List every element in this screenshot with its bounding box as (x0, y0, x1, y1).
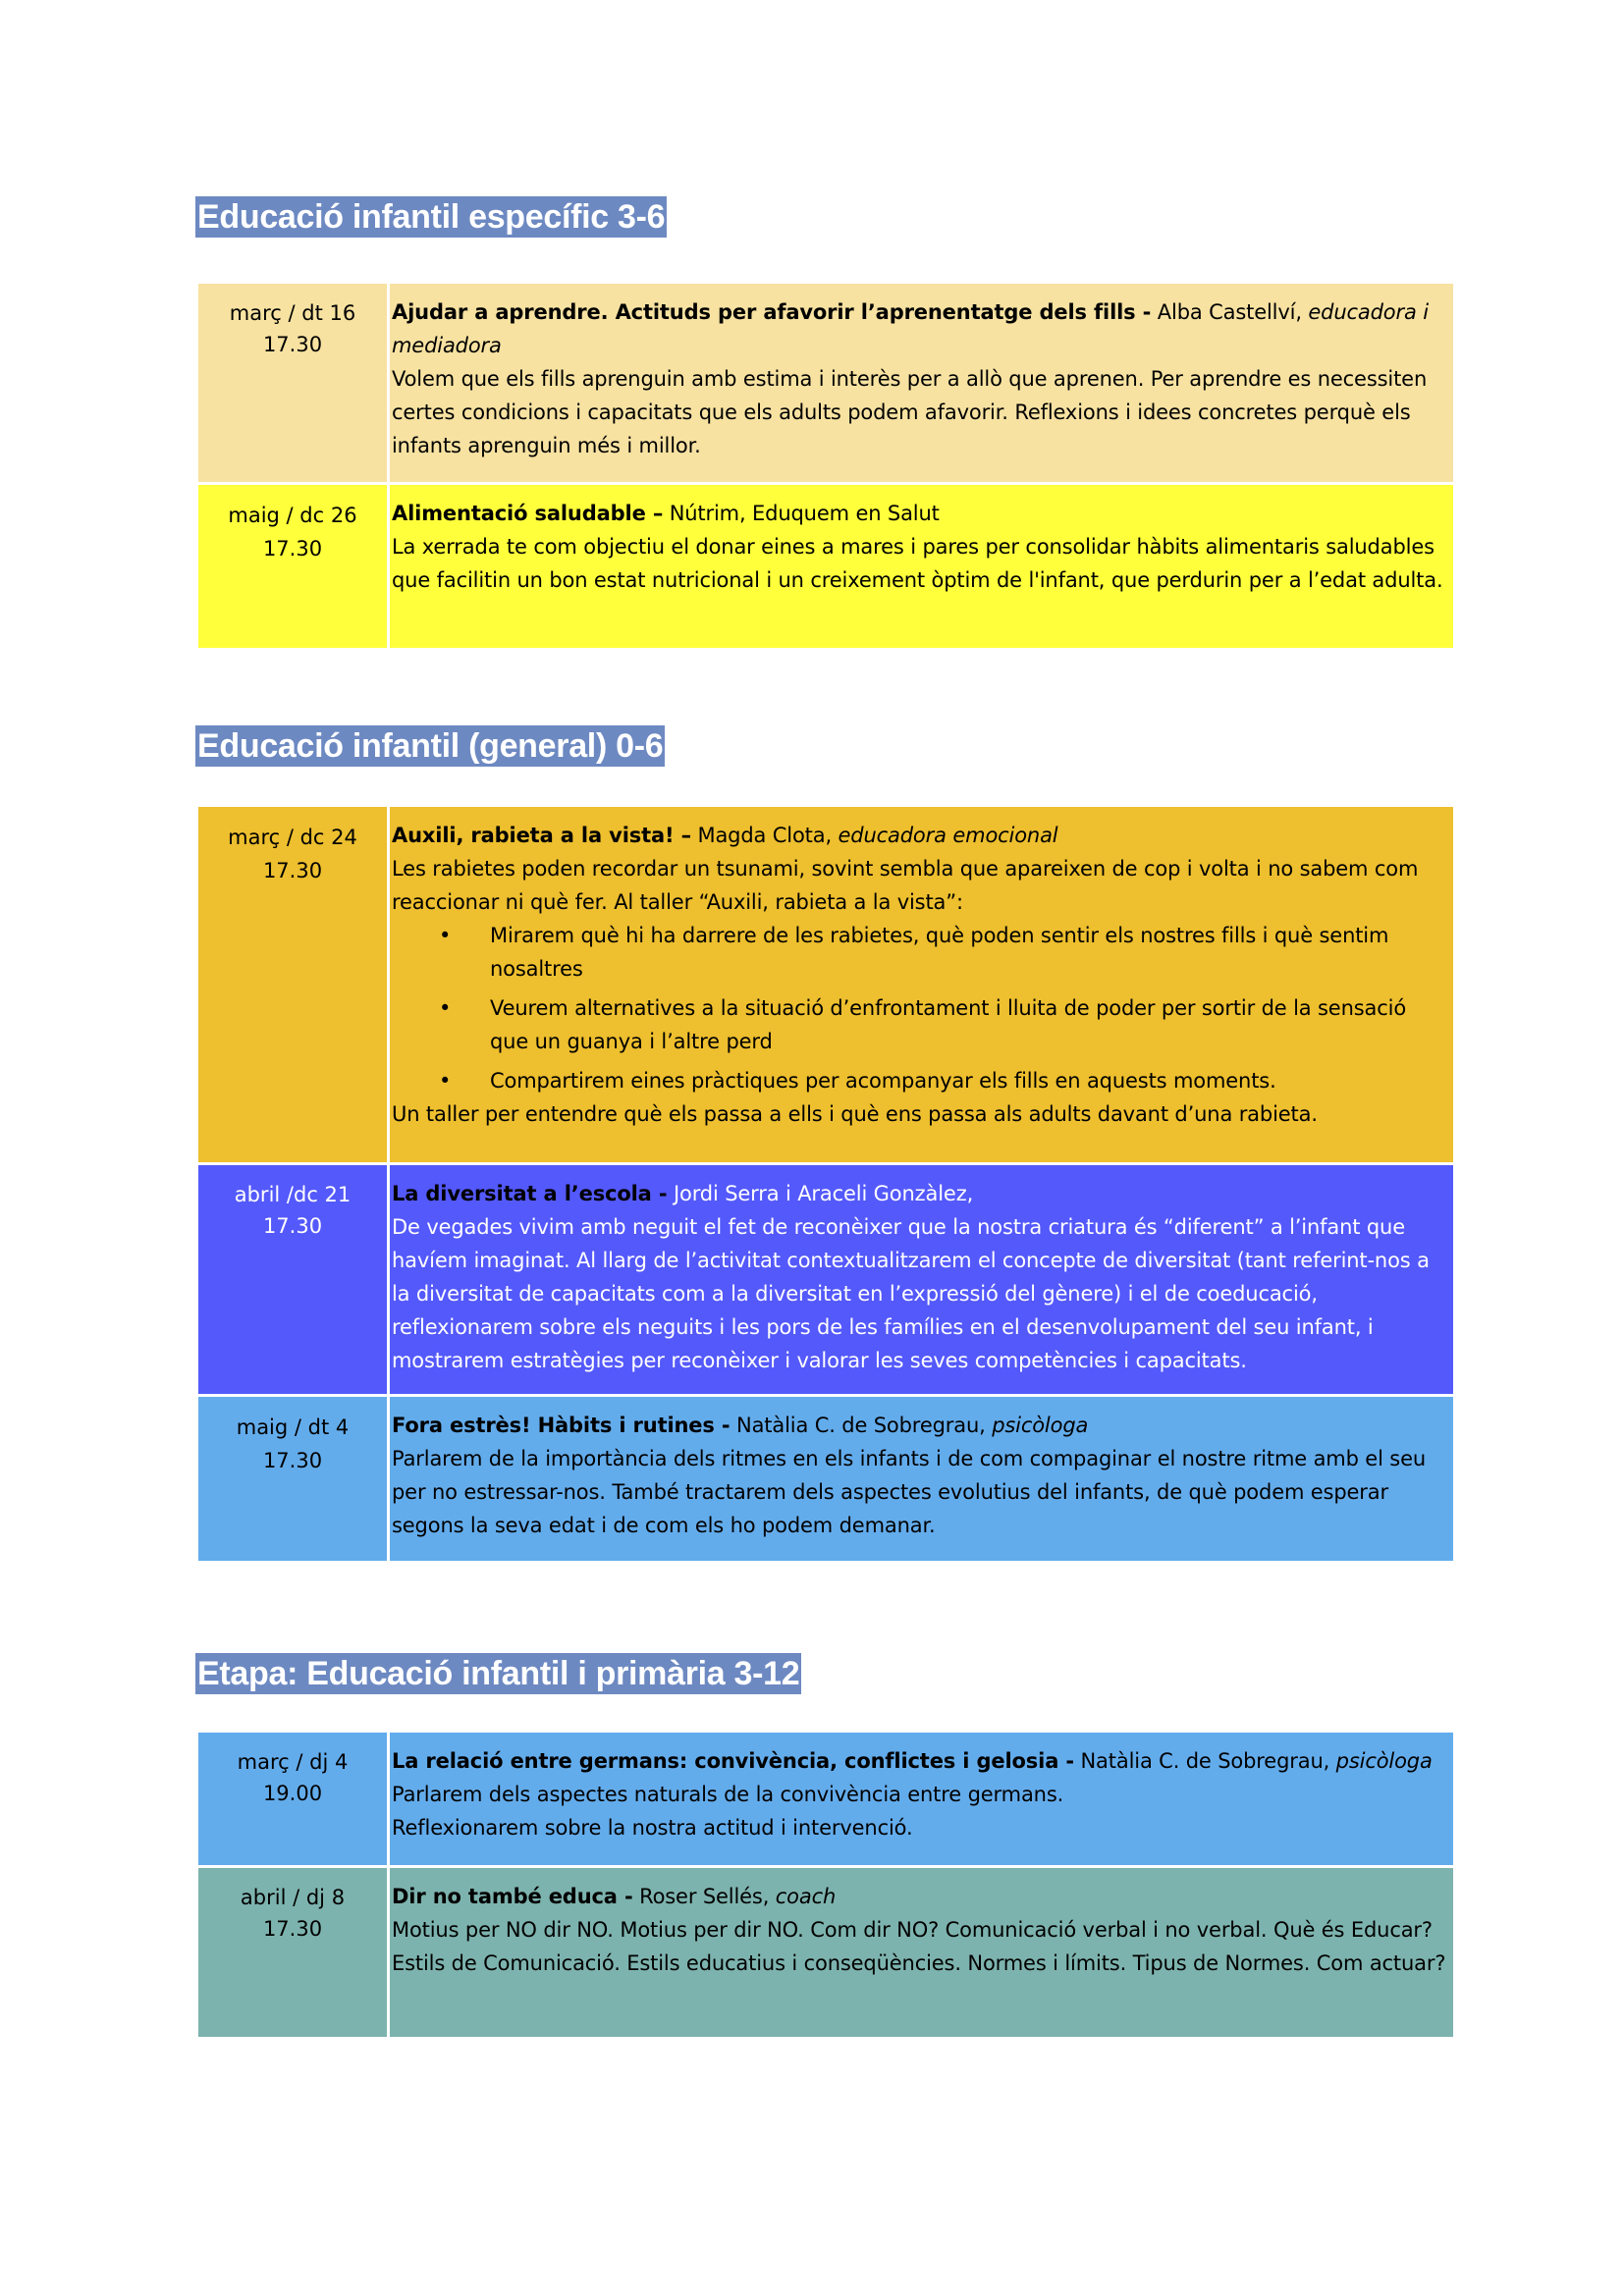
event-content (390, 485, 1453, 648)
event-content (390, 1165, 1453, 1394)
event-datetime (198, 1733, 387, 1865)
bullet-icon: • (439, 996, 452, 1020)
events-table (198, 1733, 1453, 2040)
event-row (198, 1397, 1453, 1561)
event-title: Auxili, rabieta a la vista! – (392, 824, 691, 847)
event-content (390, 1733, 1453, 1865)
event-title: Dir no també educa - (392, 1885, 633, 1908)
event-speaker-role: educadora emocional (838, 824, 1058, 847)
event-description: De vegades vivim amb neguit el fet de reconèixer que la nostra criatura és “diferent” a l’infant que havíem imaginat. Al llarg de l’activitat contextualitzarem el concepte de diversitat (tant referint-nos a la diversitat de capacitats com a la diversitat en l’expressió del gènere) i el de coeducació, reflexionarem sobre els neguits i les pors de les famílies en el desenvolupament del seu infant, i mostrarem estratègies per reconèixer i valorar les seves competències i capacitats. (392, 1215, 1430, 1372)
event-time: 19.00 (262, 1782, 323, 1805)
event-datetime (198, 1165, 387, 1394)
event-time: 17.30 (262, 1214, 323, 1238)
event-content (390, 807, 1453, 1162)
event-speaker-role: psicòloga (1335, 1749, 1433, 1773)
event-time: 17.30 (262, 1917, 323, 1941)
events-table (198, 807, 1453, 1564)
event-heading (392, 1409, 1449, 1442)
event-heading (392, 1177, 1449, 1210)
event-speaker: Roser Sellés, (632, 1885, 776, 1908)
event-heading (392, 1880, 1449, 1913)
event-description: Reflexionarem sobre la nostra actitud i intervenció. (392, 1816, 913, 1840)
event-speaker: Alba Castellví, (1151, 300, 1309, 324)
event-time: 17.30 (262, 859, 323, 882)
event-row (198, 485, 1453, 648)
event-row (198, 1733, 1453, 1865)
event-title: Fora estrès! Hàbits i rutines - (392, 1414, 731, 1437)
event-date: abril /dc 21 (234, 1183, 352, 1206)
event-datetime (198, 1397, 387, 1561)
event-speaker: Natàlia C. de Sobregrau, (730, 1414, 993, 1437)
event-time: 17.30 (262, 333, 323, 356)
event-speaker-role: psicòloga (992, 1414, 1089, 1437)
event-time: 17.30 (262, 537, 323, 561)
event-description: Parlarem de la importància dels ritmes en els infants i de com compaginar el nostre ritme amb el seu per no estressar-nos. També tractarem dels aspectes evolutius del infants, de què podem esperar segons la seva edat i de com els ho podem demanar. (392, 1447, 1427, 1537)
event-heading (392, 1744, 1449, 1778)
event-speaker: Nútrim, Eduquem en Salut (663, 502, 940, 525)
bullet-icon: • (439, 1069, 452, 1093)
event-row (198, 1868, 1453, 2037)
event-datetime (198, 485, 387, 648)
event-time: 17.30 (262, 1449, 323, 1472)
bullet-item (392, 991, 1449, 1058)
event-description: Motius per NO dir NO. Motius per dir NO. Com dir NO? Comunicació verbal i no verbal. Què és Educar? Estils de Comunicació. Estils educatius i conseqüències. Normes i límits. Tipus de Normes. Com actuar? (392, 1918, 1446, 1975)
event-speaker-role: educadora i mediadora (392, 300, 1429, 357)
bullet-text: Mirarem què hi ha darrere de les rabietes, què poden sentir els nostres fills i què sentim nosaltres (490, 924, 1389, 981)
event-row (198, 1165, 1453, 1394)
event-bullet-list (392, 919, 1449, 1097)
event-date: març / dj 4 (237, 1750, 349, 1774)
event-speaker: Magda Clota, (690, 824, 839, 847)
event-title: La diversitat a l’escola - (392, 1182, 668, 1205)
bullet-text: Veurem alternatives a la situació d’enfrontament i lluita de poder per sortir de la sensació que un guanya i l’altre perd (490, 996, 1407, 1053)
bullet-text: Compartirem eines pràctiques per acompanyar els fills en aquests moments. (490, 1069, 1276, 1093)
events-table (198, 284, 1453, 651)
event-date: març / dc 24 (228, 826, 357, 849)
event-speaker-role: coach (775, 1885, 837, 1908)
event-row (198, 284, 1453, 482)
event-date: maig / dt 4 (236, 1415, 350, 1439)
event-speaker: Natàlia C. de Sobregrau, (1073, 1749, 1336, 1773)
event-outro: Un taller per entendre què els passa a ells i què ens passa als adults davant d’una rabieta. (392, 1102, 1318, 1126)
event-date: març / dt 16 (229, 301, 356, 325)
section-heading: Educació infantil específic 3-6 (197, 198, 666, 236)
event-title: La relació entre germans: convivència, conflictes i gelosia - (392, 1749, 1074, 1773)
event-datetime (198, 284, 387, 482)
event-date: maig / dc 26 (228, 504, 357, 527)
event-heading (392, 819, 1449, 852)
event-description: La xerrada te com objectiu el donar eines a mares i pares per consolidar hàbits alimentaris saludables que facilitin un bon estat nutricional i un creixement òptim de l'infant, que perdurin per a l’edat adulta. (392, 535, 1443, 592)
event-speaker: Jordi Serra i Araceli Gonzàlez, (667, 1182, 974, 1205)
event-heading (392, 497, 1449, 530)
event-row (198, 807, 1453, 1162)
event-title: Ajudar a aprendre. Actituds per afavorir l’aprenentatge dels fills - (392, 300, 1152, 324)
event-description: Volem que els fills aprenguin amb estima i interès per a allò que aprenen. Per aprendre es necessiten certes condicions i capacitats que els adults podem afavorir. Reflexions i idees concretes perquè els infants aprenguin més i millor. (392, 367, 1428, 457)
event-content (390, 284, 1453, 482)
event-datetime (198, 807, 387, 1162)
section-heading: Etapa: Educació infantil i primària 3-12 (197, 1655, 800, 1692)
event-heading (392, 295, 1449, 362)
event-content (390, 1397, 1453, 1561)
event-intro: Les rabietes poden recordar un tsunami, sovint sembla que apareixen de cop i volta i no sabem com reaccionar ni què fer. Al taller “Auxili, rabieta a la vista”: (392, 857, 1419, 914)
event-date: abril / dj 8 (240, 1886, 346, 1909)
event-description: Parlarem dels aspectes naturals de la convivència entre germans. (392, 1783, 1064, 1806)
bullet-item (392, 919, 1449, 986)
bullet-icon: • (439, 924, 452, 947)
section-heading: Educació infantil (general) 0-6 (197, 727, 664, 765)
event-datetime (198, 1868, 387, 2037)
event-title: Alimentació saludable – (392, 502, 664, 525)
bullet-item (392, 1064, 1449, 1097)
event-content (390, 1868, 1453, 2037)
